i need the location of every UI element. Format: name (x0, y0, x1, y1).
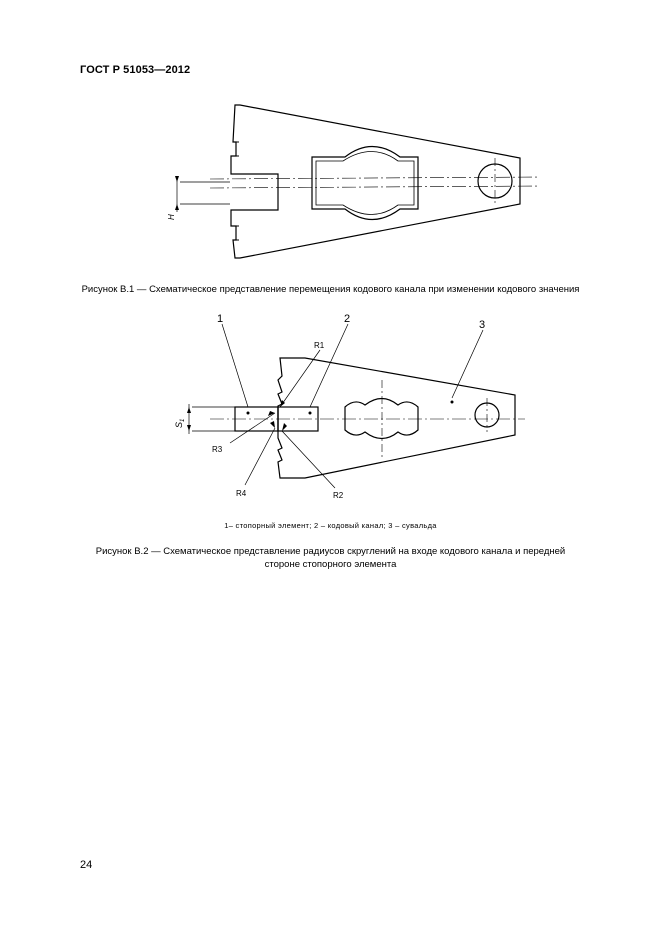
figure-b1-caption: Рисунок В.1 — Схематическое представление перемещения кодового канала при изменении кодового значения (81, 284, 580, 295)
dimension-s1-label: $S_1$ (174, 418, 186, 428)
figure-b2-legend: 1– стопорный элемент; 2 – кодовый канал; 3 – сувальда (224, 521, 437, 530)
figure-b2-caption-line1: Рисунок В.2 — Схематическое представление радиусов скруглений на входе кодового канала и передней (95, 546, 566, 557)
radius-r2-label: R2 (333, 491, 344, 500)
figure-b2-caption (40, 545, 621, 571)
dimension-h-label: H (167, 214, 176, 220)
callout-3-label: 3 (479, 319, 486, 331)
figure-b1-drawing (160, 100, 550, 275)
radius-r3-label: R3 (212, 445, 223, 454)
lever-cutout (345, 399, 418, 439)
figure-b2-drawing (170, 310, 540, 515)
central-cutout (312, 147, 418, 220)
radius-r4-label: R4 (236, 489, 247, 498)
callout-2-label: 2 (344, 313, 351, 325)
page-number: 24 (80, 859, 93, 871)
radius-r1-label: R1 (314, 341, 325, 350)
document-header: ГОСТ Р 51053—2012 (80, 64, 191, 76)
callout-1-label: 1 (217, 313, 224, 325)
figure-b2-caption-line2: стороне стопорного элемента (264, 559, 397, 570)
plate-outline (231, 105, 520, 258)
lever-plate (278, 358, 515, 478)
